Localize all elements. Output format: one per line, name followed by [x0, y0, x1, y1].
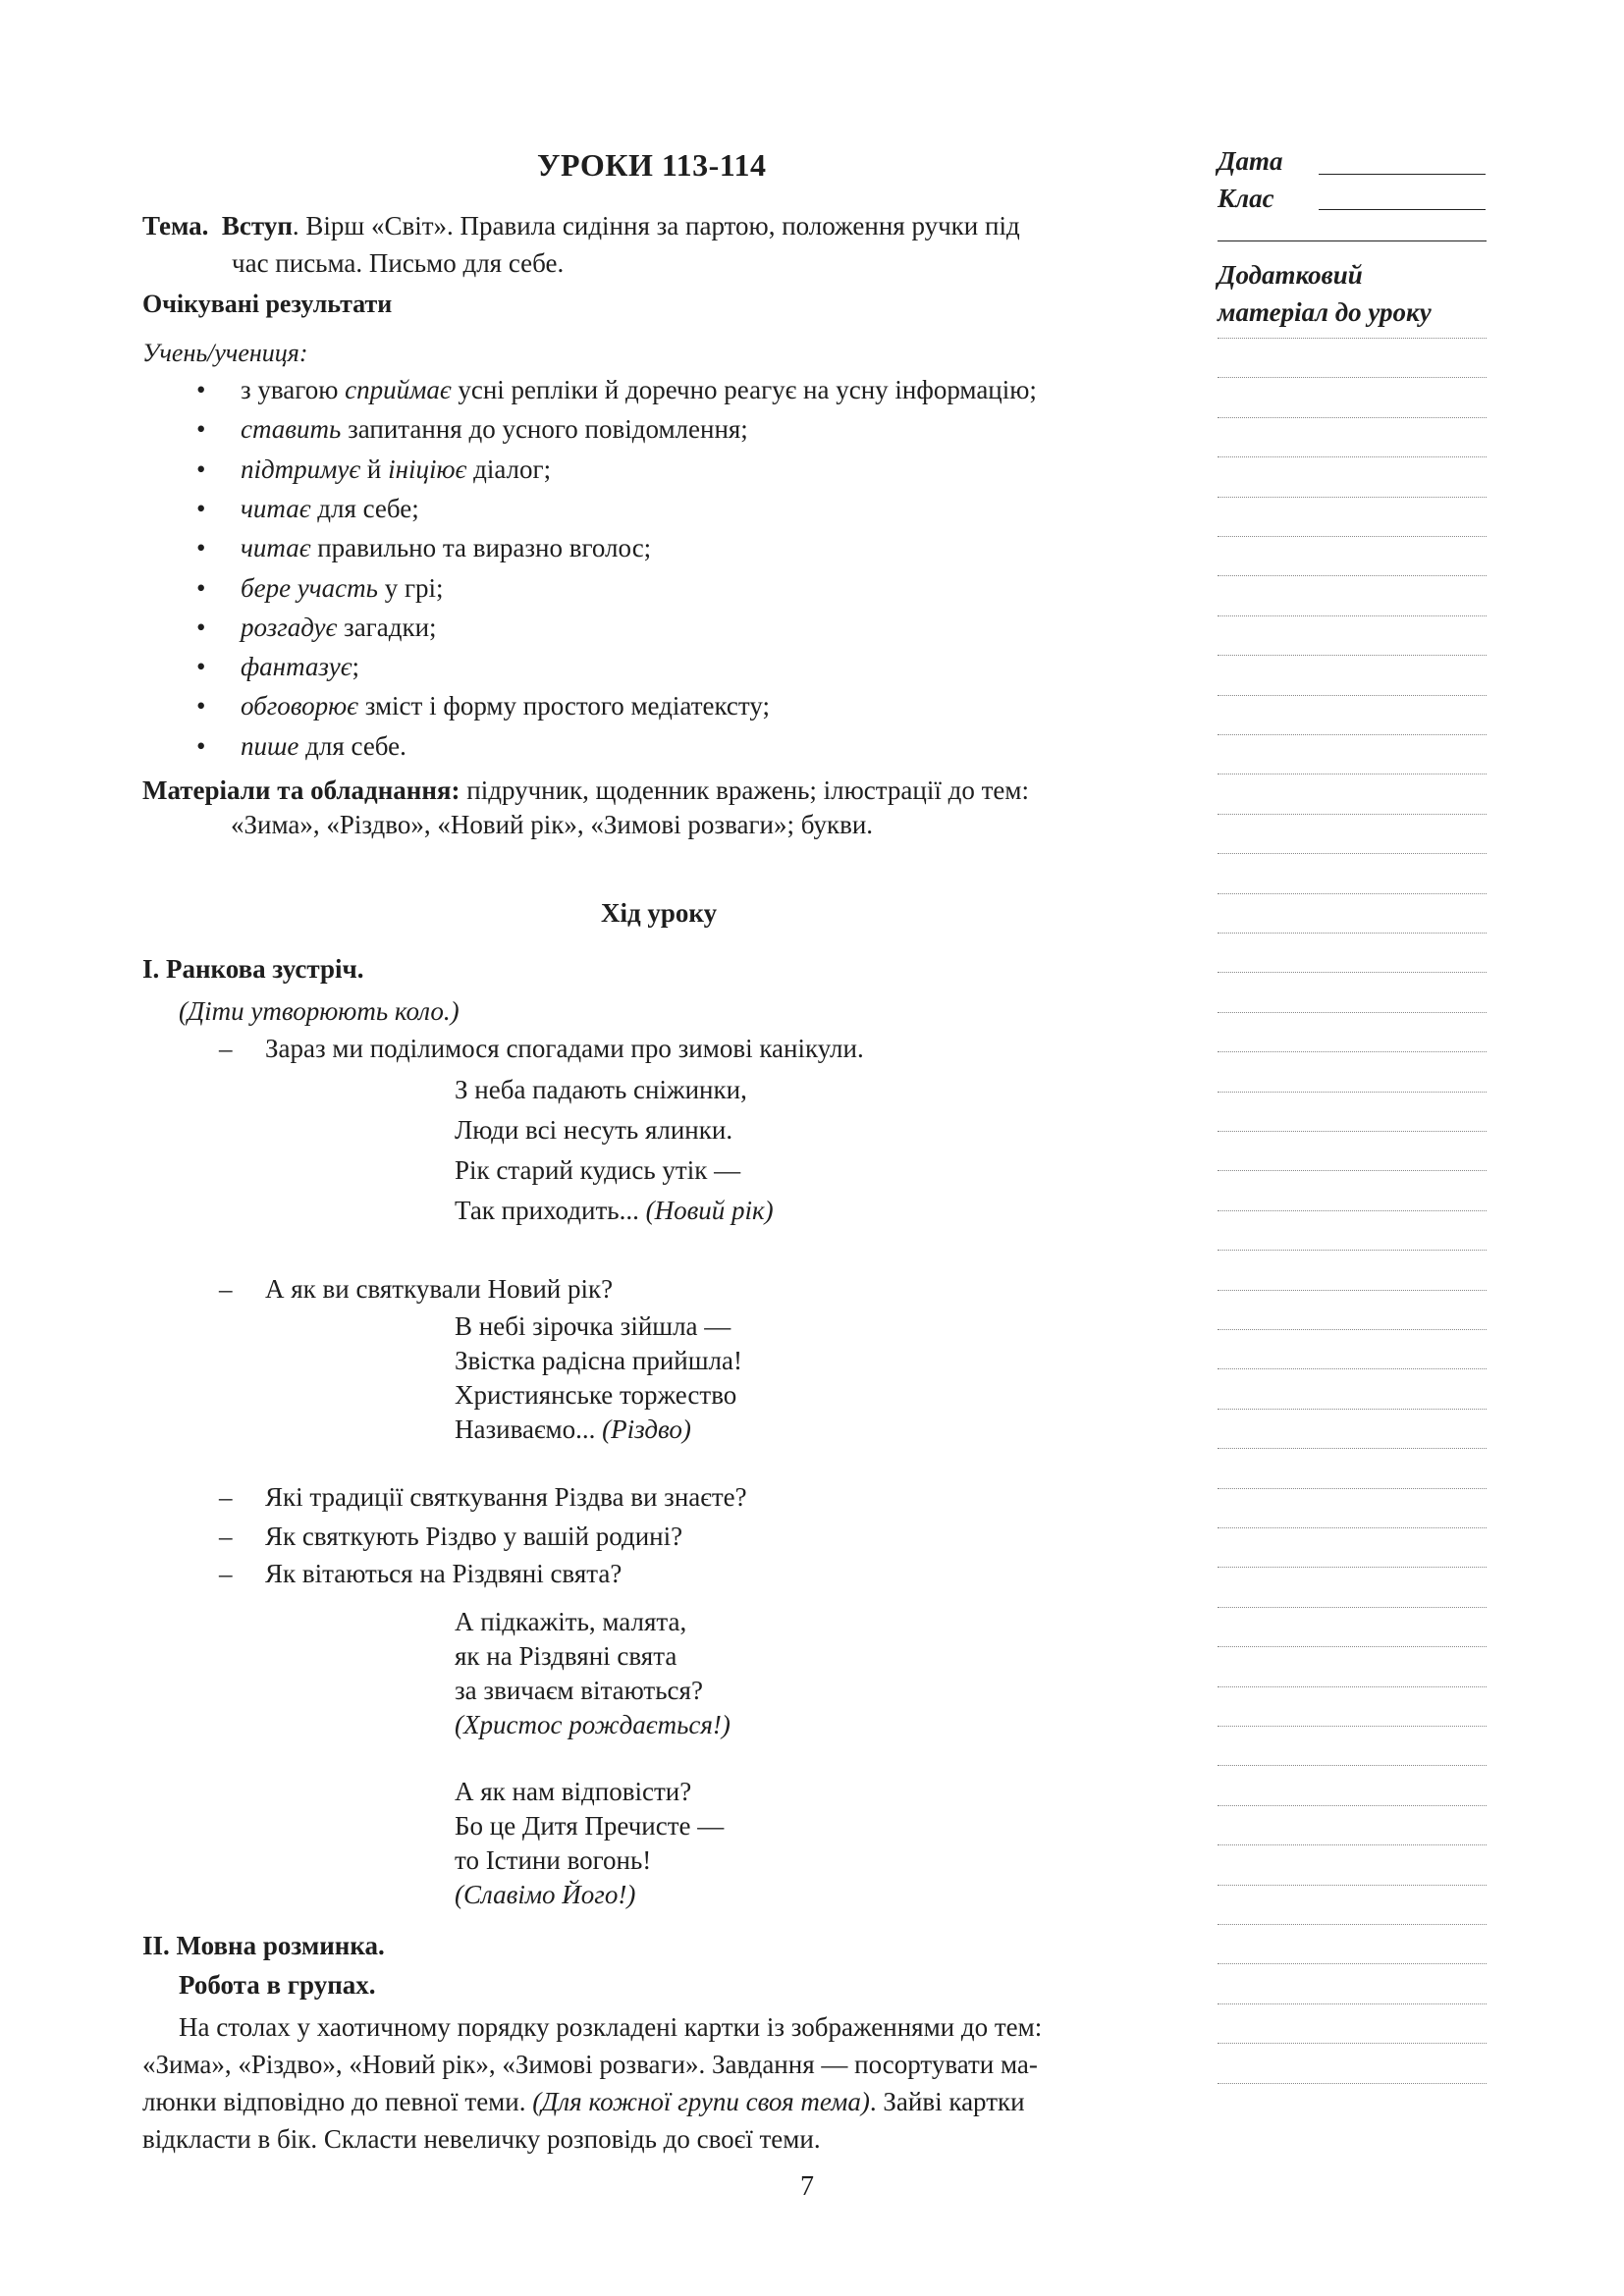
page-title: УРОКИ 113-114: [537, 147, 767, 183]
result-item-post: запитання до усного повідомлення;: [341, 414, 748, 445]
riddle-2-line: Звістка радісна прийшла!: [455, 1346, 742, 1375]
paragraph-line-3c: . Зайві картки: [869, 2087, 1025, 2116]
result-item: [241, 409, 748, 449]
ruled-line: [1218, 1963, 1487, 1964]
ruled-line: [1218, 1607, 1487, 1608]
ruled-line: [1218, 1527, 1487, 1528]
ruled-line: [1218, 497, 1487, 498]
materials-line-1: [142, 771, 1029, 810]
ruled-line: [1218, 338, 1487, 339]
section-2-subheading: Робота в групах.: [179, 1970, 376, 2000]
paragraph-line-3b: (Для кожної групи своя тема): [532, 2087, 870, 2116]
ruled-line: [1218, 615, 1487, 616]
topic-text-2: час письма. Письмо для себе.: [232, 248, 565, 278]
result-item-em: фантазує: [241, 652, 352, 682]
paragraph-line-3a: люнки відповідно до певної теми.: [142, 2087, 533, 2116]
result-item: [241, 726, 406, 766]
question-1: – Зараз ми поділимося спогадами про зимові канікули.: [265, 1029, 864, 1068]
result-item: [241, 370, 1037, 409]
riddle-1-line: Рік старий кудись утік —: [455, 1155, 741, 1185]
riddle-1-answer: (Новий рік): [645, 1196, 774, 1225]
ruled-line: [1218, 1329, 1487, 1330]
result-item-em: читає: [241, 533, 311, 563]
ruled-line: [1218, 575, 1487, 576]
paragraph-line-3: [142, 2082, 1025, 2121]
ruled-line: [1218, 1368, 1487, 1369]
ruled-line: [1218, 1092, 1487, 1093]
ruled-line: [1218, 933, 1487, 934]
ruled-line: [1218, 1131, 1487, 1132]
date-line: [1319, 174, 1486, 175]
ruled-line: [1218, 1885, 1487, 1886]
paragraph-line-4: відкласти в бік. Скласти невеличку розповідь до своєї теми.: [142, 2124, 821, 2154]
riddle-2-line: Християнське торжество: [455, 1380, 737, 1410]
ruled-line: [1218, 893, 1487, 894]
result-item-post: й: [360, 454, 389, 484]
paragraph-line-1: На столах у хаотичному порядку розкладені картки із зображеннями до тем:: [179, 2012, 1043, 2042]
ruled-line: [1218, 2083, 1487, 2084]
date-label: Дата: [1218, 146, 1283, 176]
ruled-line: [1218, 1686, 1487, 1687]
result-item-post: зміст і форму простого медіатексту;: [357, 691, 771, 721]
section-1-note: (Діти утворюють коло.): [179, 996, 460, 1026]
ruled-line: [1218, 377, 1487, 378]
result-item-em: бере участь: [241, 572, 378, 603]
result-item-em: розгадує: [241, 612, 338, 642]
result-item-post: у грі;: [377, 572, 444, 603]
ruled-line: [1218, 456, 1487, 457]
poem-2-answer: (Славімо Його!): [455, 1880, 636, 1909]
result-item-post: ;: [352, 652, 360, 682]
ruled-line: [1218, 1170, 1487, 1171]
lesson-heading: Хід уроку: [601, 898, 718, 928]
ruled-line: [1218, 972, 1487, 973]
extra-material-label-1: Додатковий: [1218, 260, 1363, 290]
topic-line-1: [142, 206, 1020, 245]
ruled-line: [1218, 853, 1487, 854]
ruled-line: [1218, 1290, 1487, 1291]
poem-1-line: за звичаєм вітаються?: [455, 1676, 703, 1705]
poem-1-line: А підкажіть, малята,: [455, 1607, 687, 1636]
poem-2-line: то Істини вогонь!: [455, 1845, 652, 1875]
result-item-post: для себе;: [310, 493, 419, 523]
ruled-line: [1218, 1765, 1487, 1766]
ruled-line: [1218, 417, 1487, 418]
result-item-post2: діалог;: [466, 454, 552, 484]
ruled-line: [1218, 2003, 1487, 2004]
result-item: [241, 647, 359, 686]
ruled-line: [1218, 814, 1487, 815]
riddle-1-last: Так приходить...: [455, 1196, 646, 1225]
poem-2: [455, 1775, 724, 1912]
class-line: [1319, 209, 1486, 210]
extra-material-label-2: матеріал до уроку: [1218, 297, 1432, 327]
side-column: [1218, 142, 1487, 331]
result-item: [241, 489, 419, 528]
riddle-1-line: Люди всі несуть ялинки.: [455, 1115, 733, 1145]
question-5: – Як вітаються на Різдвяні свята?: [265, 1554, 622, 1593]
ruled-line: [1218, 1924, 1487, 1925]
result-item-pre: з увагою: [241, 375, 346, 404]
ruled-line: [1218, 1646, 1487, 1647]
ruled-line: [1218, 1844, 1487, 1845]
topic-intro: Вступ: [221, 211, 293, 240]
result-item: [241, 686, 770, 725]
riddle-2-line: В небі зірочка зійшла —: [455, 1311, 731, 1341]
result-item-em2: ініціює: [388, 454, 467, 484]
blank-line: [1218, 240, 1487, 241]
class-label: Клас: [1218, 184, 1274, 213]
ruled-line: [1218, 1805, 1487, 1806]
question-3: – Які традиції святкування Різдва ви знаєте?: [265, 1477, 747, 1517]
riddle-2-answer: (Різдво): [602, 1415, 691, 1444]
riddle-1: [455, 1070, 774, 1231]
ruled-line: [1218, 1726, 1487, 1727]
result-item-em: читає: [241, 493, 311, 523]
result-item-post: усні репліки й доречно реагує на усну інформацію;: [451, 375, 1037, 404]
result-item-em: пише: [241, 730, 299, 761]
materials-text-1: підручник, щоденник вражень; ілюстрації до тем:: [460, 775, 1029, 805]
materials-text-2: «Зима», «Різдво», «Новий рік», «Зимові розваги»; букви.: [231, 810, 874, 839]
materials-label: Матеріали та обладнання:: [142, 775, 460, 805]
poem-2-line: А як нам відповісти?: [455, 1777, 692, 1806]
poem-1-line: як на Різдвяні свята: [455, 1641, 677, 1671]
topic-text-1: . Вірш «Світ». Правила сидіння за партою, положення ручки під: [292, 211, 1020, 240]
poem-2-line: Бо це Дитя Пречисте —: [455, 1811, 725, 1841]
ruled-line: [1218, 1409, 1487, 1410]
section-1-heading: І. Ранкова зустріч.: [142, 954, 364, 984]
poem-1-answer: (Христос рождається!): [455, 1710, 731, 1739]
topic-label: Тема.: [142, 211, 209, 240]
ruled-line: [1218, 695, 1487, 696]
riddle-2: [455, 1309, 742, 1447]
ruled-line: [1218, 1051, 1487, 1052]
result-item-em: ставить: [241, 414, 342, 445]
paragraph-line-2: «Зима», «Різдво», «Новий рік», «Зимові розваги». Завдання — посортувати ма-: [142, 2050, 1038, 2079]
ruled-line: [1218, 655, 1487, 656]
result-item-em: обговорює: [241, 691, 358, 721]
ruled-line: [1218, 1210, 1487, 1211]
ruled-line: [1218, 1567, 1487, 1568]
result-item-post: загадки;: [337, 612, 437, 642]
riddle-1-line: З неба падають сніжинки,: [455, 1075, 747, 1104]
result-item-em: підтримує: [241, 454, 361, 484]
result-item: [241, 450, 551, 489]
page-number: 7: [800, 2171, 814, 2202]
riddle-2-last: Називаємо...: [455, 1415, 603, 1444]
ruled-line: [1218, 1448, 1487, 1449]
result-item-post: для себе.: [298, 730, 406, 761]
student-label: Учень/учениця:: [142, 339, 308, 367]
ruled-line: [1218, 536, 1487, 537]
poem-1: [455, 1605, 731, 1742]
results-heading: Очікувані результати: [142, 290, 393, 318]
ruled-line: [1218, 1250, 1487, 1251]
result-item: [241, 568, 444, 608]
ruled-line: [1218, 2043, 1487, 2044]
result-item-post: правильно та виразно вголос;: [310, 533, 652, 563]
ruled-line: [1218, 1012, 1487, 1013]
section-2-heading: ІІ. Мовна розминка.: [142, 1931, 385, 1960]
ruled-line: [1218, 1488, 1487, 1489]
ruled-line: [1218, 734, 1487, 735]
result-item: [241, 608, 437, 647]
question-2: – А як ви святкували Новий рік?: [265, 1269, 613, 1308]
result-item: [241, 528, 651, 567]
result-item-em: сприймає: [345, 375, 452, 404]
question-4: – Як святкують Різдво у вашій родині?: [265, 1517, 682, 1556]
